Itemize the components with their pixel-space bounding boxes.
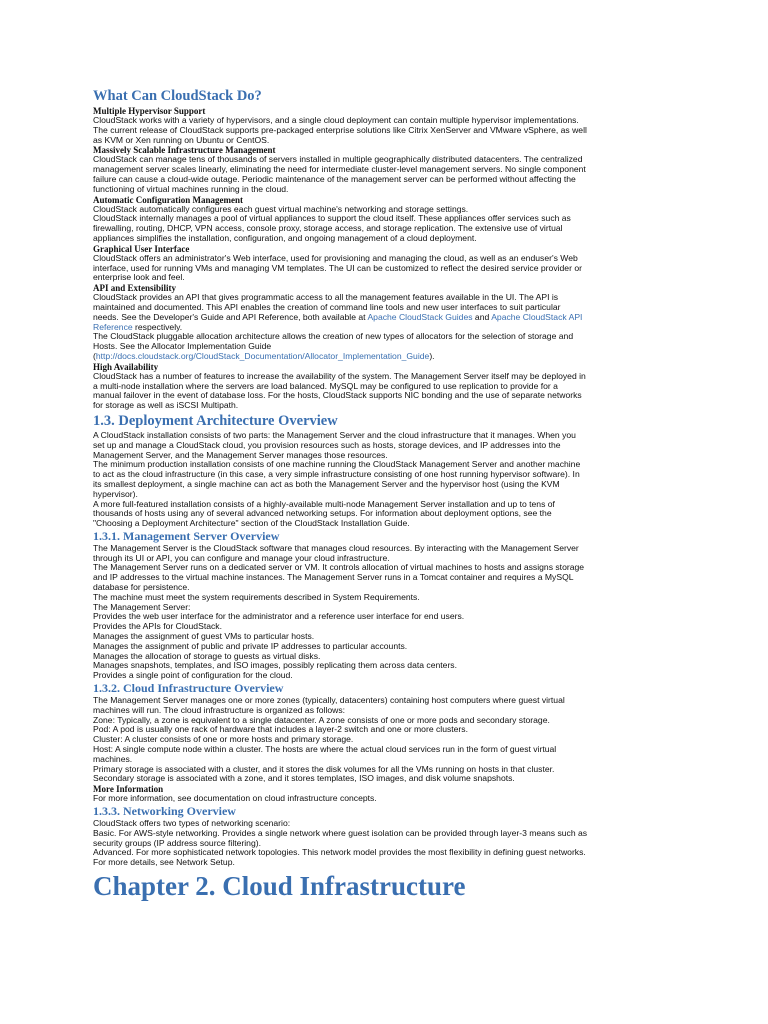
section-title-what-can: What Can CloudStack Do? xyxy=(93,88,262,104)
paragraph-deployment-3: A more full-featured installation consists of a highly-available multi-node Management Server installation and up to tens of thousands of hosts using any of several advanced networking setups. For information about deployment options, see the "Choosing a Deployment Architecture" section of the CloudStack Installation Guide. xyxy=(93,498,555,529)
text-line: CloudStack offers two types of networking scenario: xyxy=(93,818,291,829)
subheading-api: API and Extensibility xyxy=(93,283,177,294)
networking-body xyxy=(93,819,588,868)
subheading-auto-config: Automatic Configuration Management xyxy=(93,194,243,205)
list-item: Pod: A pod is usually one rack of hardware that includes a layer-2 switch and one or more clusters. xyxy=(93,724,468,735)
list-item: Advanced. For more sophisticated network topologies. This network model provides the most flexibility in defining guest networks. xyxy=(93,847,586,858)
api-text-c: respectively. xyxy=(132,321,183,332)
list-item: Basic. For AWS-style networking. Provides a single network where guest isolation can be provided through layer-3 means such as security groups (IP address source filtering). xyxy=(93,827,588,848)
subheading-gui: Graphical User Interface xyxy=(93,243,190,254)
paragraph-auto-config-2: CloudStack internally manages a pool of virtual appliances to support the cloud itself. These appliances offer services such as firewalling, routing, DHCP, VPN access, console proxy, storage access, and storage replication. The extensive use of virtual appliances simplifies the installation, configuration, and ongoing management of a cloud deployment. xyxy=(93,213,571,243)
paragraph-allocator xyxy=(93,332,588,361)
paragraph-auto-config-1: CloudStack automatically configures each guest virtual machine's networking and storage settings. xyxy=(93,203,469,214)
list-item: Host: A single compute node within a cluster. The hosts are where the actual cloud services run in the form of guest virtual machines. xyxy=(93,744,557,764)
text-line: The machine must meet the system requirements described in System Requirements. xyxy=(93,591,420,602)
list-item: Secondary storage is associated with a zone, and it stores templates, ISO images, and disk volume snapshots. xyxy=(93,773,515,784)
management-server-body xyxy=(93,544,588,681)
paragraph-more-information: For more information, see documentation on cloud infrastructure concepts. xyxy=(93,793,377,804)
list-item: Manages the allocation of storage to guests as virtual disks. xyxy=(93,650,321,661)
link-cloudstack-guides[interactable]: Apache CloudStack Guides xyxy=(367,311,473,322)
cloud-infrastructure-body xyxy=(93,696,588,784)
text-line: The Management Server: xyxy=(93,601,191,612)
document-page xyxy=(93,88,588,902)
paragraph-deployment-1: A CloudStack installation consists of two parts: the Management Server and the cloud infrastructure that it manages. When you set up and manage a CloudStack cloud, you provision resources such as hosts, storage devices, and IP addresses into the Management Server, and the Management Server manages those resources. xyxy=(93,429,576,460)
list-item: Provides the APIs for CloudStack. xyxy=(93,621,222,632)
text-line: For more details, see Network Setup. xyxy=(93,857,235,868)
section-title-deployment: 1.3. Deployment Architecture Overview xyxy=(93,412,338,429)
paragraph-scalable: CloudStack can manage tens of thousands of servers installed in multiple geographically distributed datacenters. The centralized management server scales linearly, eliminating the need for intermediate cluster-level management servers. No single component failure can cause a cloud-wide outage. Periodic maintenance of the management server can be performed without affecting the functioning of virtual machines running in the cloud. xyxy=(93,154,586,194)
link-allocator-guide[interactable]: http://docs.cloudstack.org/CloudStack_Documentation/Allocator_Implementation_Guide xyxy=(95,350,430,361)
text-line: The Management Server is the CloudStack software that manages cloud resources. By interacting with the Management Server through its UI or API, you can configure and manage your cloud infrastructure. xyxy=(93,542,579,563)
subheading-high-availability: High Availability xyxy=(93,361,159,372)
paragraph-multiple-hypervisor: CloudStack works with a variety of hypervisors, and a single cloud deployment can contain multiple hypervisor implementations. The current release of CloudStack supports pre-packaged enterprise solutions like Citrix XenServer and VMware vSphere, as well as KVM or Xen running on Ubuntu or CentOS. xyxy=(93,115,587,145)
allocator-url-open: ( xyxy=(93,350,96,361)
list-item: Primary storage is associated with a cluster, and it stores the disk volumes for all the VMs running on hosts in that cluster. xyxy=(93,763,555,774)
list-item: Provides a single point of configuration for the cloud. xyxy=(93,670,293,681)
paragraph-api xyxy=(93,293,588,332)
list-item: Manages snapshots, templates, and ISO images, possibly replicating them across data centers. xyxy=(93,660,457,671)
paragraph-deployment-2: The minimum production installation consists of one machine running the CloudStack Management Server and another machine to act as the cloud infrastructure (in this case, a very simple infrastructure consisting of one host running hypervisor software). In its smallest deployment, a single machine can act as both the Management Server and the hypervisor host (using the KVM hypervisor). xyxy=(93,459,581,499)
subheading-multiple-hypervisor: Multiple Hypervisor Support xyxy=(93,106,206,116)
api-text-b: and xyxy=(472,311,492,322)
list-item: Manages the assignment of public and private IP addresses to particular accounts. xyxy=(93,640,408,651)
list-item: Provides the web user interface for the administrator and a reference user interface for end users. xyxy=(93,611,465,622)
list-item: Manages the assignment of guest VMs to particular hosts. xyxy=(93,631,315,642)
paragraph-gui: CloudStack offers an administrator's Web interface, used for provisioning and managing the cloud, as well as an enduser's Web interface, used for running VMs and managing VM templates. The UI can be customized to reflect the desired service provider or enterprise look and feel. xyxy=(93,252,582,283)
section-title-cloud-infrastructure: 1.3.2. Cloud Infrastructure Overview xyxy=(93,681,284,696)
link-api-reference[interactable]: Apache CloudStack API Reference xyxy=(93,311,583,332)
subheading-scalable: Massively Scalable Infrastructure Management xyxy=(93,145,276,156)
chapter-title: Chapter 2. Cloud Infrastructure xyxy=(93,871,466,901)
section-title-management-server: 1.3.1. Management Server Overview xyxy=(93,528,280,543)
list-item: Zone: Typically, a zone is equivalent to a single datacenter. A zone consists of one or more pods and secondary storage. xyxy=(93,714,550,725)
allocator-text: The CloudStack pluggable allocation architecture allows the creation of new types of allocators for the selection of storage and Hosts. See the Allocator Implementation Guide xyxy=(93,331,574,352)
section-title-networking: 1.3.3. Networking Overview xyxy=(93,804,236,819)
list-item: Cluster: A cluster consists of one or more hosts and primary storage. xyxy=(93,734,354,745)
text-line: The Management Server runs on a dedicated server or VM. It controls allocation of virtual machines to hosts and assigns storage and IP addresses to the virtual machine instances. The Management Server runs in a Tomcat container and requires a MySQL database for persistence. xyxy=(93,562,585,593)
subheading-more-information: More Information xyxy=(93,784,164,795)
paragraph-high-availability: CloudStack has a number of features to increase the availability of the system. The Management Server itself may be deployed in a multi-node installation where the servers are load balanced. MySQL may be configured to use replication to provide for a manual failover in the event of database loss. For the hosts, CloudStack supports NIC bonding and the use of separate networks for storage as well as iSCSI Multipath. xyxy=(93,370,586,411)
api-text-a: CloudStack provides an API that gives programmatic access to all the management features available in the UI. The API is maintained and documented. This API enables the creation of command line tools and new user interfaces to suit particular needs. See the Developer's Guide and API Reference, both available at xyxy=(93,292,561,322)
text-line: The Management Server manages one or more zones (typically, datacenters) containing host computers where guest virtual machines will run. The cloud infrastructure is organized as follows: xyxy=(93,695,565,715)
allocator-url-close: ). xyxy=(429,350,435,361)
